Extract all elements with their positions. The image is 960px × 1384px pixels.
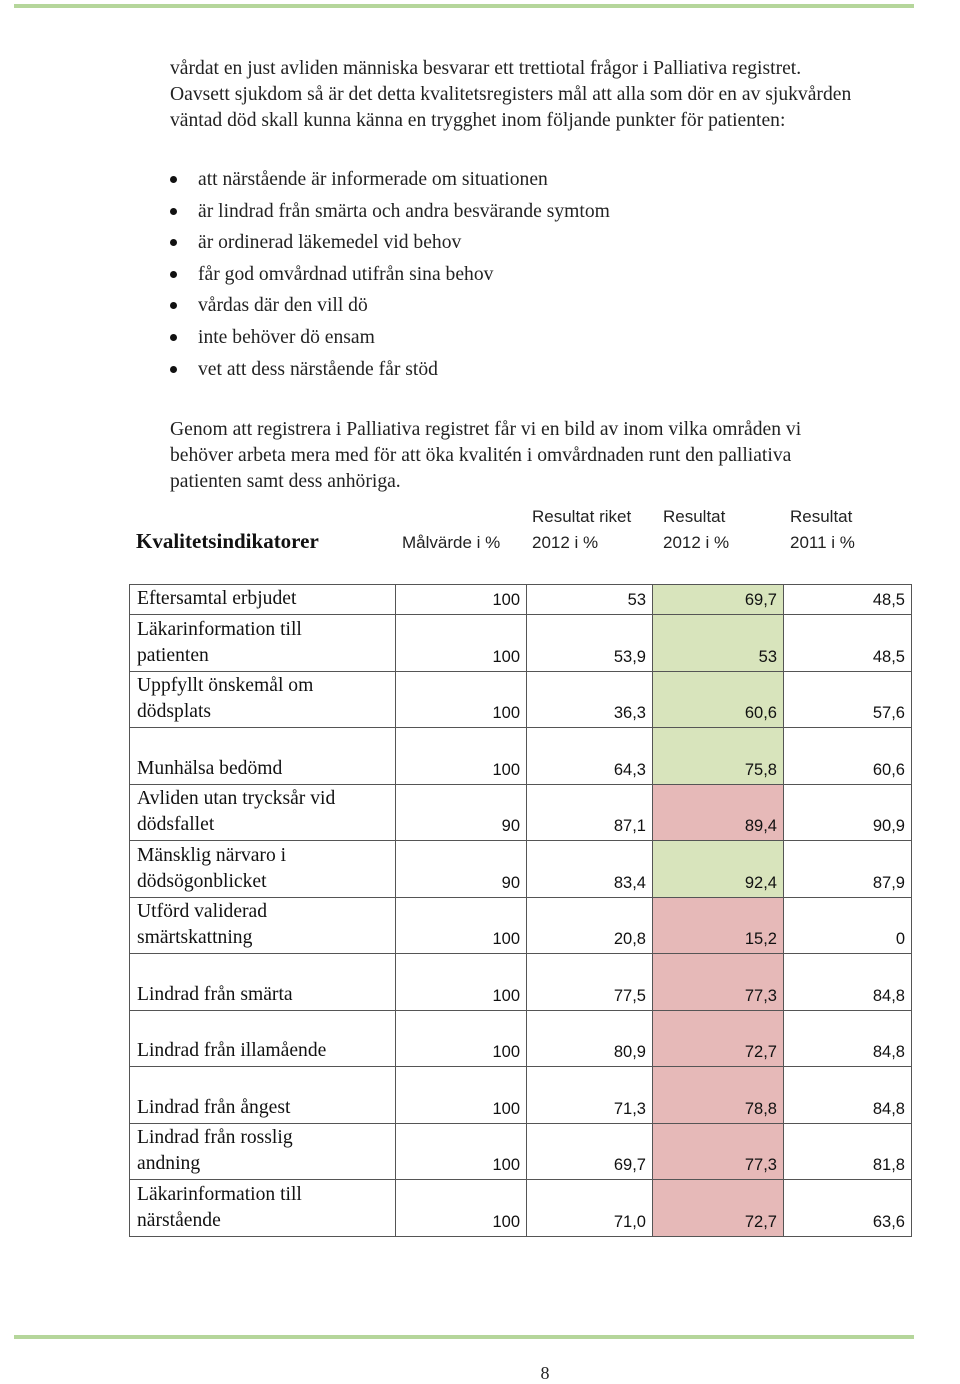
- result-2011-cell: 81,8: [784, 1123, 912, 1180]
- header-line: Resultat: [790, 507, 853, 526]
- indicator-label: Utförd validerad: [137, 901, 268, 922]
- indicator-label: smärtskattning: [137, 927, 253, 948]
- table-row: [130, 728, 912, 785]
- indicator-label: patienten: [137, 644, 209, 666]
- indicator-label: Lindrad från illamående: [137, 1040, 327, 1061]
- table-row: [130, 1180, 912, 1237]
- table-row: [130, 784, 912, 841]
- target-cell: 100: [396, 1123, 527, 1180]
- result-2012-cell: 89,4: [653, 784, 784, 841]
- bullet-text: att närstående är informerade om situationen: [198, 169, 548, 190]
- result-2011-cell: 0: [784, 897, 912, 954]
- result-2011-cell: 48,5: [784, 615, 912, 672]
- bullet-item: [170, 262, 610, 294]
- indicator-cell: [130, 897, 396, 954]
- bullet-icon: [170, 208, 177, 215]
- table-row: [130, 897, 912, 954]
- result-2012-cell: 92,4: [653, 841, 784, 898]
- bullet-item: [170, 167, 610, 199]
- indicator-label: Lindrad från ångest: [137, 1096, 291, 1118]
- bullet-text: vårdas där den vill dö: [198, 295, 368, 317]
- indicator-label: Läkarinformation till: [137, 618, 302, 640]
- table-row: [130, 841, 912, 898]
- intro-line: vårdat en just avliden människa besvarar ett trettiotal frågor i Palliativa registret.: [170, 58, 802, 79]
- indicator-label: andning: [137, 1153, 201, 1174]
- bullet-icon: [170, 302, 177, 309]
- summary-line: behöver arbeta mera med för att öka kvalitén i omvårdnaden runt den palliativa: [170, 445, 792, 466]
- target-cell: 100: [396, 728, 527, 785]
- target-column-header: Målvärde i %: [402, 533, 501, 552]
- summary-line: patienten samt dess anhöriga.: [170, 471, 401, 492]
- national-result-cell: 83,4: [527, 841, 653, 898]
- header-line: Resultat riket: [532, 507, 632, 526]
- table-row: [130, 1010, 912, 1067]
- result-2012-cell: 77,3: [653, 954, 784, 1011]
- national-result-cell: 53,9: [527, 615, 653, 672]
- header-rule: [14, 4, 914, 8]
- page-number: 8: [540, 1363, 550, 1383]
- indicator-label: Eftersamtal erbjudet: [137, 588, 297, 609]
- header-line: 2012 i %: [532, 533, 599, 552]
- national-result-cell: 64,3: [527, 728, 653, 785]
- result-2012-cell: 77,3: [653, 1123, 784, 1180]
- bullet-text: vet att dess närstående får stöd: [198, 358, 438, 380]
- footer-rule: [14, 1335, 914, 1339]
- result-2011-cell: 60,6: [784, 728, 912, 785]
- table-row: [130, 585, 912, 615]
- target-cell: 100: [396, 954, 527, 1011]
- indicator-cell: [130, 585, 396, 615]
- table-row: [130, 954, 912, 1011]
- indicator-cell: [130, 615, 396, 672]
- national-result-cell: 87,1: [527, 784, 653, 841]
- bullet-list: [170, 167, 610, 388]
- indicator-label: Läkarinformation till: [137, 1183, 302, 1205]
- national-result-cell: 77,5: [527, 954, 653, 1011]
- indicator-label: dödsplats: [137, 701, 212, 722]
- indicator-label: dödsfallet: [137, 814, 215, 835]
- header-line: 2011 i %: [790, 533, 855, 552]
- intro-paragraph: [170, 56, 960, 134]
- bullet-text: är ordinerad läkemedel vid behov: [198, 232, 462, 254]
- result-2011-cell: 87,9: [784, 841, 912, 898]
- result-2011-column-header: [790, 504, 855, 556]
- national-result-cell: 36,3: [527, 671, 653, 728]
- bullet-icon: [170, 176, 177, 183]
- national-result-cell: 80,9: [527, 1010, 653, 1067]
- national-result-cell: 69,7: [527, 1123, 653, 1180]
- result-2011-cell: 63,6: [784, 1180, 912, 1237]
- result-2012-column-header: [663, 504, 729, 556]
- header-line: 2012 i %: [663, 533, 730, 552]
- target-cell: 100: [396, 1067, 527, 1124]
- result-2011-cell: 57,6: [784, 671, 912, 728]
- bullet-text: inte behöver dö ensam: [198, 326, 375, 348]
- target-cell: 90: [396, 784, 527, 841]
- national-result-cell: 53: [527, 585, 653, 615]
- indicator-label: Avliden utan trycksår vid: [137, 788, 336, 809]
- result-2012-cell: 60,6: [653, 671, 784, 728]
- table-row: [130, 671, 912, 728]
- indicator-column-header: Kvalitetsindikatorer: [136, 529, 319, 553]
- result-2011-cell: 84,8: [784, 1067, 912, 1124]
- target-cell: 100: [396, 1180, 527, 1237]
- bullet-text: får god omvårdnad utifrån sina behov: [198, 263, 494, 285]
- indicator-label: dödsögonblicket: [137, 870, 267, 892]
- summary-paragraph: [170, 417, 950, 495]
- indicator-cell: [130, 1010, 396, 1067]
- bullet-text: är lindrad från smärta och andra besvärande symtom: [198, 200, 610, 222]
- indicator-cell: [130, 728, 396, 785]
- table-row: [130, 1123, 912, 1180]
- result-2012-cell: 15,2: [653, 897, 784, 954]
- result-2012-cell: 69,7: [653, 585, 784, 615]
- bullet-item: [170, 230, 610, 262]
- result-2012-cell: 78,8: [653, 1067, 784, 1124]
- bullet-icon: [170, 334, 177, 341]
- header-line: Resultat: [663, 507, 726, 526]
- result-2011-cell: 84,8: [784, 954, 912, 1011]
- bullet-icon: [170, 239, 177, 246]
- national-result-cell: 71,0: [527, 1180, 653, 1237]
- summary-line: Genom att registrera i Palliativa registret får vi en bild av inom vilka områden vi: [170, 419, 802, 440]
- indicator-label: Uppfyllt önskemål om: [137, 675, 314, 696]
- target-cell: 100: [396, 897, 527, 954]
- target-cell: 100: [396, 585, 527, 615]
- indicator-label: Munhälsa bedömd: [137, 757, 283, 779]
- intro-line: väntad död skall kunna känna en trygghet inom följande punkter för patienten:: [170, 110, 786, 131]
- national-result-cell: 71,3: [527, 1067, 653, 1124]
- table-row: [130, 1067, 912, 1124]
- result-2011-cell: 90,9: [784, 784, 912, 841]
- indicator-cell: [130, 1123, 396, 1180]
- table-row: [130, 615, 912, 672]
- target-cell: 90: [396, 841, 527, 898]
- intro-line: Oavsett sjukdom så är det detta kvalitetsregisters mål att alla som dör en av sjukvården: [170, 84, 852, 105]
- indicator-cell: [130, 1067, 396, 1124]
- bullet-icon: [170, 366, 177, 373]
- indicator-label: Mänsklig närvaro i: [137, 844, 287, 866]
- result-2012-cell: 72,7: [653, 1180, 784, 1237]
- indicator-cell: [130, 784, 396, 841]
- indicator-cell: [130, 671, 396, 728]
- indicator-cell: [130, 954, 396, 1011]
- result-2012-cell: 75,8: [653, 728, 784, 785]
- indicator-cell: [130, 841, 396, 898]
- target-cell: 100: [396, 615, 527, 672]
- bullet-item: [170, 199, 610, 231]
- bullet-item: [170, 325, 610, 357]
- result-2011-cell: 48,5: [784, 585, 912, 615]
- result-2012-cell: 53: [653, 615, 784, 672]
- indicator-cell: [130, 1180, 396, 1237]
- result-2011-cell: 84,8: [784, 1010, 912, 1067]
- national-result-cell: 20,8: [527, 897, 653, 954]
- target-cell: 100: [396, 1010, 527, 1067]
- indicator-label: Lindrad från smärta: [137, 983, 293, 1005]
- bullet-item: [170, 357, 610, 389]
- quality-indicator-table: [129, 584, 912, 1237]
- result-2012-cell: 72,7: [653, 1010, 784, 1067]
- bullet-item: [170, 293, 610, 325]
- indicator-label: närstående: [137, 1209, 221, 1231]
- national-column-header: [532, 504, 631, 556]
- indicator-label: Lindrad från rosslig: [137, 1127, 293, 1148]
- target-cell: 100: [396, 671, 527, 728]
- bullet-icon: [170, 271, 177, 278]
